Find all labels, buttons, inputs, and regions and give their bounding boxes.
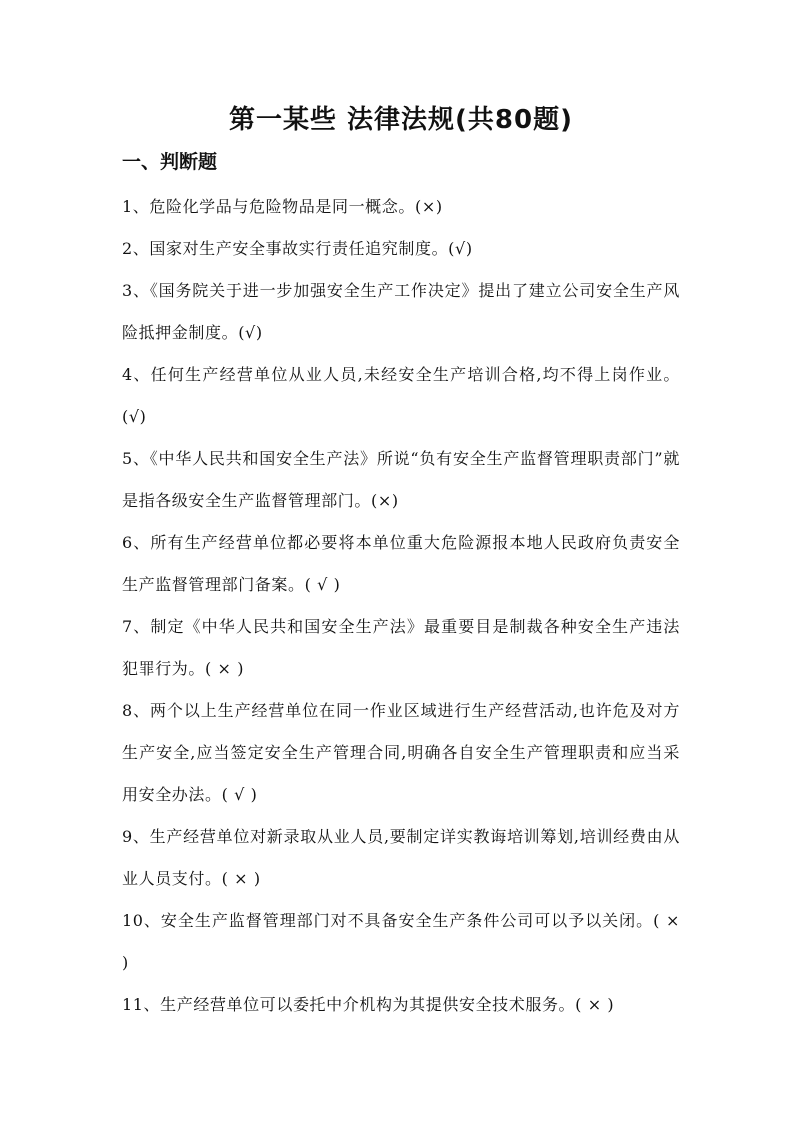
question-item: 2、国家对生产安全事故实行责任追究制度。(√) xyxy=(122,239,473,258)
question-item: 1、危险化学品与危险物品是同一概念。(×) xyxy=(122,197,443,216)
question-list xyxy=(122,186,680,1026)
question-item: 11、生产经营单位可以委托中介机构为其提供安全技术服务。( × ) xyxy=(122,995,615,1014)
question-item: 8、两个以上生产经营单位在同一作业区域进行生产经营活动,也许危及对方生产安全,应当签定安全生产管理合同,明确各自安全生产管理职责和应当采用安全办法。( √ ) xyxy=(122,701,680,804)
question-item: 10、安全生产监督管理部门对不具备安全生产条件公司可以予以关闭。( × ) xyxy=(122,911,680,972)
question-item: 3、《国务院关于进一步加强安全生产工作决定》提出了建立公司安全生产风险抵押金制度。(√) xyxy=(122,281,680,342)
question-item: 9、生产经营单位对新录取从业人员,要制定详实教诲培训筹划,培训经费由从业人员支付。( × ) xyxy=(122,827,680,888)
question-item: 7、制定《中华人民共和国安全生产法》最重要目是制裁各种安全生产违法犯罪行为。( × ) xyxy=(122,617,680,678)
question-item: 6、所有生产经营单位都必要将本单位重大危险源报本地人民政府负责安全生产监督管理部门备案。( √ ) xyxy=(122,533,680,594)
question-item: 4、任何生产经营单位从业人员,未经安全生产培训合格,均不得上岗作业。(√) xyxy=(122,365,680,426)
page-title: 第一某些 法律法规(共80题) xyxy=(229,105,573,135)
section-heading: 一、判断题 xyxy=(122,151,218,173)
question-item: 5、《中华人民共和国安全生产法》所说“负有安全生产监督管理职责部门”就是指各级安全生产监督管理部门。(×) xyxy=(122,449,680,510)
